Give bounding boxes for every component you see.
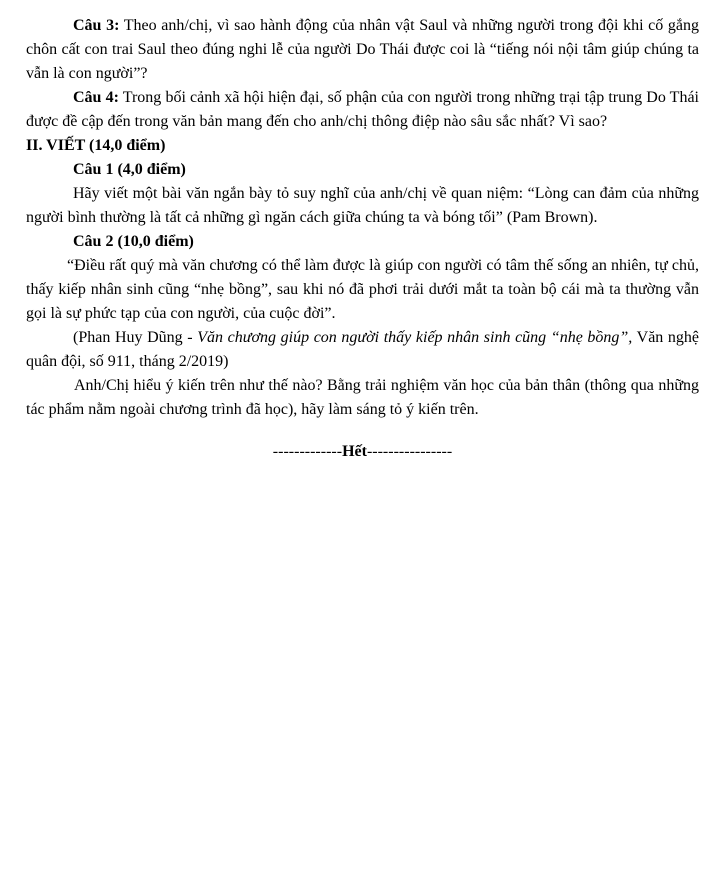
essay-2-source: [26, 326, 699, 374]
question-3: [26, 14, 699, 86]
question-4: [26, 86, 699, 134]
question-3-text: Theo anh/chị, vì sao hành động của nhân vật Saul và những người trong đội khi cố gắng chôn cất con trai Saul theo đúng nghi lễ của người Do Thái được coi là “tiếng nói nội tâm giúp chúng ta vẫn là con người”?: [26, 17, 699, 82]
end-marker: [26, 440, 699, 464]
essay-2-title: Câu 2 (10,0 điểm): [73, 233, 194, 250]
end-dashes-right: ----------------: [366, 443, 453, 460]
end-dashes-left: -------------: [272, 443, 343, 460]
essay-2-task: Anh/Chị hiểu ý kiến trên như thế nào? Bằng trải nghiệm văn học của bản thân (thông qua những tác phẩm nằm ngoài chương trình đã học), hãy làm sáng tỏ ý kiến trên.: [26, 377, 699, 418]
essay-1-title: Câu 1 (4,0 điểm): [73, 161, 186, 178]
question-3-label: Câu 3:: [73, 17, 120, 34]
source-publication: Văn nghệ quân đội, số 911, tháng 2/2019): [26, 329, 700, 370]
essay-1-prompt: Hãy viết một bài văn ngắn bày tỏ suy nghĩ của anh/chị về quan niệm: “Lòng can đảm của những người bình thường là tất cả những gì ngăn cách giữa chúng ta và bóng tối” (Pam Brown).: [26, 185, 699, 226]
end-word: Hết: [342, 443, 367, 460]
question-4-label: Câu 4:: [73, 89, 119, 106]
source-author: (Phan Huy Dũng -: [73, 329, 198, 346]
question-4-text: Trong bối cảnh xã hội hiện đại, số phận của con người trong những trại tập trung Do Thái được đề cập đến trong văn bản mang đến cho anh/chị thông điệp nào sâu sắc nhất? Vì sao?: [26, 89, 700, 130]
source-title: Văn chương giúp con người thấy kiếp nhân sinh cũng “nhẹ bồng”,: [197, 329, 633, 346]
essay-2-quote: “Điều rất quý mà văn chương có thể làm được là giúp con người có tâm thế sống an nhiên, tự chủ, thấy kiếp nhân sinh cũng “nhẹ bồng”, sau khi nó đã phơi trải dưới mắt ta toàn bộ cái mà ta thường vẫn gọi là sự phức tạp của con người, của cuộc đời”.: [26, 257, 699, 322]
section-2-title: II. VIẾT (14,0 điểm): [26, 137, 166, 154]
